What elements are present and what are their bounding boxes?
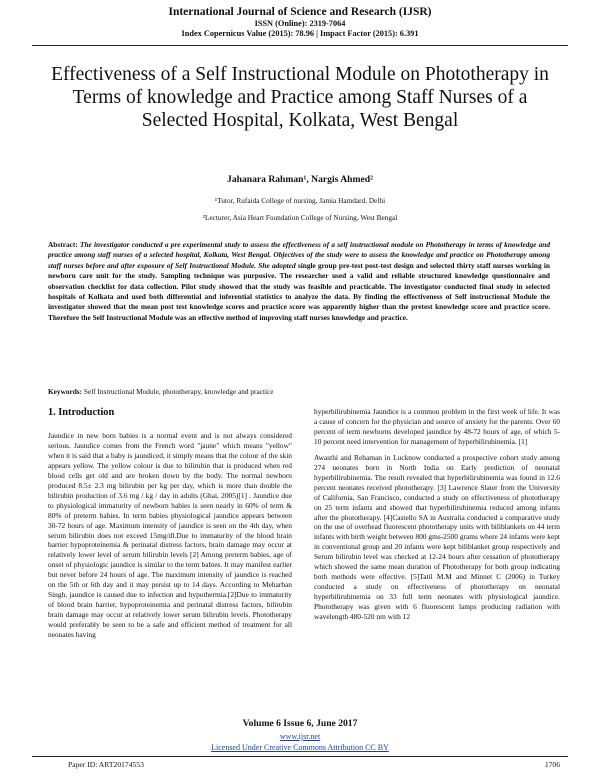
footer-website-link[interactable]: www.ijsr.net: [279, 732, 321, 741]
abstract: [48, 240, 550, 323]
journal-issn: ISSN (Online): 2319-7064: [254, 19, 346, 29]
paper-title: Effectiveness of a Self Instructional Module on Phototherapy in Terms of knowledge and Practice among Staff Nurses of a Selected Hospital, Kolkata, West Bengal: [51, 64, 549, 132]
affiliation-2: ²Lecturer, Asia Heart Foundation College of Nursing, West Bengal: [202, 213, 398, 222]
left-column: [48, 407, 292, 646]
paragraph: Jaundice in new born babies is a normal event and is not always considered serious. Jaundice comes from the French word "jaune" which means "yellow" when it is said that a baby is jaundiced, it simply means that the colour of the skin appears yellow. The yellow colour is due to bilirubin that is produced when red blood cells get old and are broken down by the body. The normal newborn produced 8.5± 2.3 mg bilirubin per kg per day, which is more than double the bilirubin production of 3.6 mg / kg / day in adults (Ghai, 2005)[1] . Jaundice due to physiological immaturity of newborn babies is seen nearly in 60% of term & 80% of preterm babies. In term babies physiological jaundice appears between 30-72 hours of age. Maximum intensity of jaundice is seen on the 4th day, when serum bilirubin does not exceed 15mg/dl.Due to immaturity of the blood brain barrier hypoproteinemia & perinatal distress factors, brain damage may occur at relatively lower level of serum bilirubin levels [2] Among preterm babies, age of onset of physiologic jaundice is similar to the term babies. It may manifest earlier but never before 24 hours of age. The maximum intensity of jaundice is reached on the 5th or 6th day and it may persist up to 14 days. According to Meharban Singh, jaundice is caused due to infection and hypothermia.[2]Due to immaturity of blood brain barrier, hypoproteinemia and perinatal distress factors, bilirubin brain damage may occur at relatively lower serum bilirubin levels. Phototherapy would preferably be seen to be a safe and efficient method of treatment for all neonates having: [48, 431, 292, 640]
paragraph: Awasthi and Rehaman in Lucknow conducted a prospective cohort study among 274 neonates born in North India on Early prediction of neonatal hyperbilirubinemia. The result revealed that hyperbilirubinemia was found in 12.6 percent neonates received phototherapy. [3] Lawrence Slater from the University of California, San Francisco, conducted a study on effectiveness of phototherapy on 25 term infants and showed that hyperbilirubinemia reduced among infants after the phototherapy. [4]Castello SA in Australia conducted a comparative study on the use of overhead fluorescent phototherapy units with biliblankets on 44 term infants with birth weight between 800 gms-2500 grams where 24 infants were kept in conventional group and 20 infants were kept biliblanket group respectively and Serum bilirubin level was checked at 12-24 hours after cessation of phototherapy which showed the same mean duration of Phototherapy for both group indicating both methods were effective. [5]Tatil M.M and Minnet C (2006) in Turkey conducted a study on effectiveness of phototherapy on neonatal hyperbilirubinemia on 33 full term neonates with physiological jaundice. Phototherapy was given with 6 fluorescent lamps producing radiation with wavelength 480-520 nm with 12: [314, 452, 560, 622]
journal-header: [0, 6, 600, 38]
abstract-text: single group pre-test post-test design and selected thirty staff nurses working in newborn care unit for the study. Sampling technique was purposive. The researcher used a valid and reliable structured knowledge questionnaire and observation checklist for data collection. Pilot study showed that the study was feasible and practicable. The investigator conducted final study in selected hospitals of Kolkata and used both differential and inferential statistics to analyze the data. By finding the effectiveness of Self instructional Module the investigator showed that the mean post test knowledge scores and practice score was apparently higher than the pretest knowledge score and practice score. Therefore the Self Instructional Module was an effective method of improving staff nurses knowledge and practice.: [48, 260, 550, 322]
paper-id: Paper ID: ART20174553: [68, 760, 144, 769]
authors: Jahanara Rahman¹, Nargis Ahmed²: [227, 174, 373, 185]
footer-license-link[interactable]: Licensed Under Creative Commons Attribution CC BY: [211, 743, 389, 752]
page-number: 1706: [544, 760, 560, 769]
abstract-label: Abstract:: [48, 240, 78, 249]
journal-index: Index Copernicus Value (2015): 78.96 | Impact Factor (2015): 6.391: [181, 28, 419, 38]
abstract-italic-text: The investigator conducted a pre experimental study to assess the effectiveness of a self instructional module on Phototherapy in terms of knowledge and practice among staff nurses of a selected hospital, Kolkata, West Bengal. Objectives of the study were to assess the knowledge and practice on Phototherapy among staff nurses before and after exposure of Self Instructional Module. She adopted: [48, 240, 550, 270]
affiliation-1: ¹Tutor, Rufaida College of nursing, Jamia Hamdard, Delhi: [214, 196, 386, 205]
keywords-text: Self Instructional Module, phototherapy, knowledge and practice: [83, 387, 274, 396]
right-column: [314, 407, 560, 628]
header-rule: [32, 45, 568, 46]
keywords-label: Keywords:: [48, 387, 83, 396]
footer-volume: Volume 6 Issue 6, June 2017: [242, 718, 358, 729]
section-heading: 1. Introduction: [48, 407, 115, 418]
keywords: [48, 387, 550, 396]
paragraph: hyperbilirubinemia Jaundice is a common problem in the first week of life. It was a cause of concern for the physician and source of anxiety for the parents. Over 60 percent of term newborns developed jaundice by 48-72 hours of age, of which 5-10 percent need intervention for management of hyperbilirubinemia. [1]: [314, 407, 560, 446]
footer-rule: [32, 756, 568, 757]
journal-name: International Journal of Science and Research (IJSR): [168, 6, 432, 18]
